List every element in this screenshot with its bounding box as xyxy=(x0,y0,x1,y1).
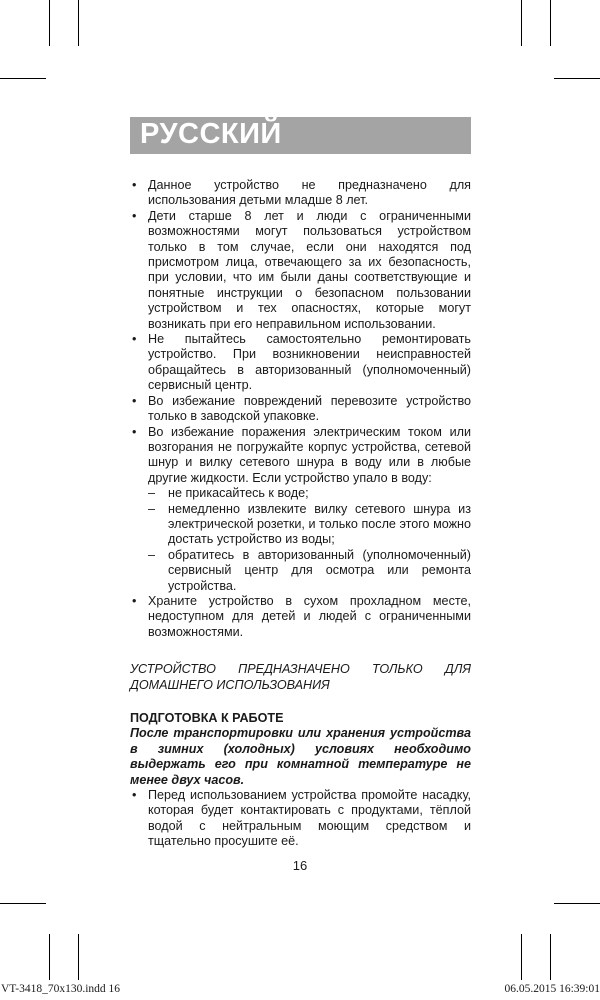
language-header xyxy=(130,117,471,154)
crop-mark xyxy=(0,78,46,79)
crop-mark xyxy=(521,934,522,980)
crop-mark xyxy=(521,0,522,46)
notice-line: УСТРОЙСТВО ПРЕДНАЗНАЧЕНО ТОЛЬКО ДЛЯ xyxy=(130,662,471,677)
footer-timestamp: 06.05.2015 16:39:01 xyxy=(504,983,600,995)
crop-mark xyxy=(554,78,600,79)
safety-list xyxy=(130,178,471,640)
list-item: • Во избежание поражения электрическим током или возгорания не погружайте корпус устройства, сетевой шнур и вилку сетевого шнура в воду или в любые другие жидкости. Если устройство упало в воду: – не прикасайтесь к воде; – немедленно извлеките вилку сетевого шнура из электрической розетки, и только после этого можно достать устройство из воды; – обратитесь в авторизованный (уполномоченный) сервисный центр для осмотра или ремонта устройства. xyxy=(130,425,471,594)
sub-list-item: – немедленно извлеките вилку сетевого шнура из электрической розетки, и только после этого можно достать устройство из воды; xyxy=(148,502,471,548)
list-item: • Храните устройство в сухом прохладном месте, недоступном для детей и людей с ограниченными возможностями. xyxy=(130,594,471,640)
crop-mark xyxy=(550,0,551,46)
crop-mark xyxy=(78,0,79,46)
crop-mark xyxy=(78,934,79,980)
home-use-notice xyxy=(130,662,471,693)
crop-mark xyxy=(49,0,50,46)
list-item: • Не пытайтесь самостоятельно ремонтировать устройство. При возникновении неисправностей обращайтесь в авторизованный (уполномоченный) сервисный центр. xyxy=(130,332,471,394)
transport-warning: После транспортировки или хранения устройства в зимних (холодных) условиях необходимо выдержать его при комнатной температуре не менее двух часов. xyxy=(130,726,471,787)
sub-list-item: – обратитесь в авторизованный (уполномоченный) сервисный центр для осмотра или ремонта устройства. xyxy=(148,548,471,594)
page-content xyxy=(130,178,471,850)
language-title: РУССКИЙ xyxy=(140,118,282,150)
section-title: ПОДГОТОВКА К РАБОТЕ xyxy=(130,711,284,725)
list-item: • Во избежание повреждений перевозите устройство только в заводской упаковке. xyxy=(130,394,471,425)
list-item: • Дети старше 8 лет и люди с ограниченными возможностями могут пользоваться устройством только в том случае, если они находятся под присмотром лица, отвечающего за их безопасность, при условии, что им были даны соответствующие и понятные инструкции о безопасном пользовании устройством и тех опасностях, которые могут возникать при его неправильном использовании. xyxy=(130,209,471,332)
list-item: • Данное устройство не предназначено для использования детьми младше 8 лет. xyxy=(130,178,471,209)
list-item: • Перед использованием устройства промойте насадку, которая будет контактировать с продуктами, тёплой водой с нейтральным моющим средством и тщательно просушите её. xyxy=(130,788,471,850)
crop-mark xyxy=(0,903,46,904)
crop-mark xyxy=(550,934,551,980)
notice-line: ДОМАШНЕГО ИСПОЛЬЗОВАНИЯ xyxy=(130,677,330,692)
crop-mark xyxy=(554,903,600,904)
sub-list-item: – не прикасайтесь к воде; xyxy=(148,486,471,501)
preparation-list xyxy=(130,788,471,850)
page-number: 16 xyxy=(292,858,308,873)
sub-list xyxy=(148,486,471,594)
crop-mark xyxy=(49,934,50,980)
footer-file-info: VT-3418_70x130.indd 16 xyxy=(1,983,121,995)
